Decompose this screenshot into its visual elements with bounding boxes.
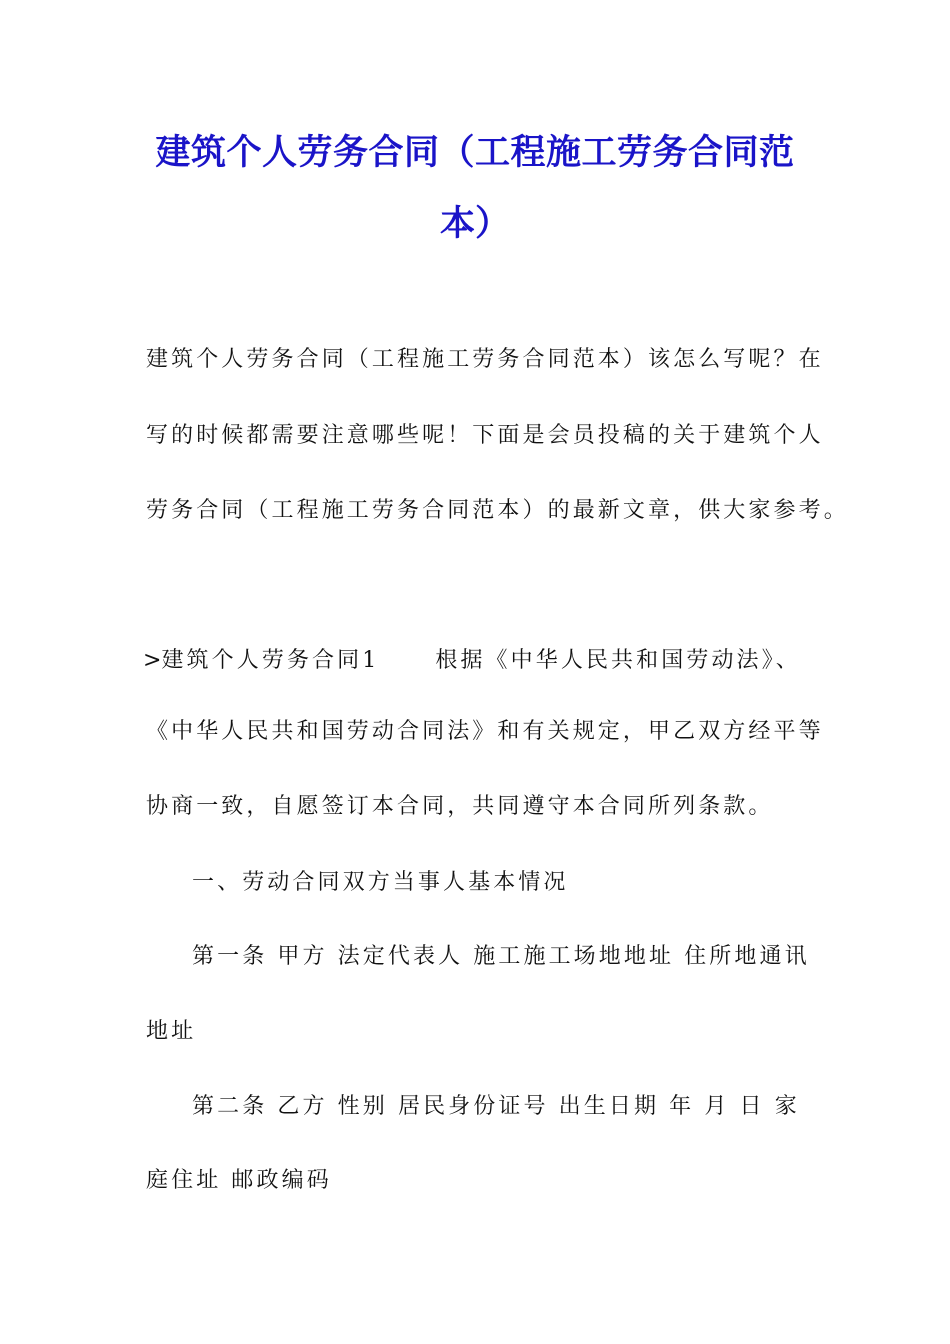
intro-line-3: 劳务合同（工程施工劳务合同范本）的最新文章，供大家参考。 bbox=[146, 498, 849, 523]
section-1-heading: 建筑个人劳务合同1 bbox=[161, 648, 380, 673]
chevron-right-icon: > bbox=[143, 648, 162, 673]
intro-line-1: 建筑个人劳务合同（工程施工劳务合同范本）该怎么写呢？在 bbox=[146, 347, 824, 372]
intro-line-2: 写的时候都需要注意哪些呢！下面是会员投稿的关于建筑个人 bbox=[146, 423, 824, 448]
section-1-line-2: 《中华人民共和国劳动合同法》和有关规定，甲乙双方经平等 bbox=[146, 719, 824, 744]
article-2-line-1: 第二条 乙方 性别 居民身份证号 出生日期 年 月 日 家 bbox=[192, 1094, 800, 1119]
article-1-line-1: 第一条 甲方 法定代表人 施工施工场地地址 住所地通讯 bbox=[192, 944, 810, 969]
article-1-line-2: 地址 bbox=[146, 1019, 197, 1044]
article-2-line-2: 庭住址 邮政编码 bbox=[146, 1168, 332, 1193]
document-title-line-2: 本） bbox=[439, 204, 510, 244]
document-title-line-1: 建筑个人劳务合同（工程施工劳务合同范 bbox=[155, 133, 795, 173]
part-1-heading: 一、劳动合同双方当事人基本情况 bbox=[192, 870, 569, 895]
section-1-line-1 bbox=[143, 650, 801, 672]
section-1-line-3: 协商一致，自愿签订本合同，共同遵守本合同所列条款。 bbox=[146, 794, 774, 819]
section-1-line-1-text: 根据《中华人民共和国劳动法》、 bbox=[435, 648, 801, 673]
